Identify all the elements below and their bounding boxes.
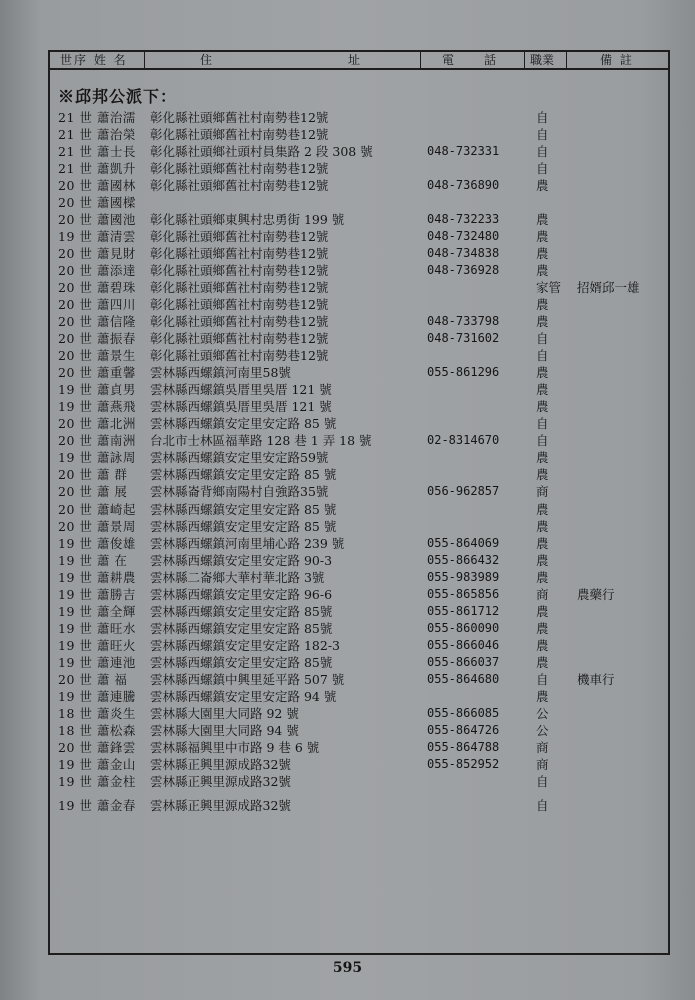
member-name: 20 世 蕭重馨 (58, 365, 136, 381)
member-phone: 048-736928 (427, 263, 500, 278)
member-occupation: 公 (536, 705, 549, 721)
list-item (0, 773, 695, 790)
member-phone: 055-866432 (427, 552, 500, 567)
list-item (0, 620, 695, 637)
member-occupation: 自 (536, 773, 549, 789)
member-name: 20 世 蕭 群 (58, 467, 128, 483)
list-item (0, 228, 695, 245)
member-occupation: 農 (536, 654, 549, 670)
list-item (0, 245, 695, 262)
member-address: 雲林縣西螺鎮吳厝里吳厝 121 號 (150, 382, 332, 398)
member-name: 19 世 蕭旺火 (58, 637, 136, 653)
list-item (0, 797, 695, 814)
header-address-a: 住 (200, 53, 215, 67)
member-occupation: 自 (536, 331, 549, 347)
member-address: 雲林縣正興里源成路32號 (150, 756, 291, 772)
member-occupation: 農 (536, 178, 549, 194)
member-address: 雲林縣西螺鎮河南里58號 (150, 365, 291, 381)
header-divider (566, 52, 567, 68)
list-item (0, 586, 695, 603)
header-divider (144, 52, 145, 68)
list-item (0, 552, 695, 569)
member-address: 雲林縣西螺鎮安定里安定路 85號 (150, 654, 333, 670)
member-name: 19 世 蕭詠周 (58, 450, 136, 466)
list-item (0, 671, 695, 688)
member-remarks: 招婿邱一雄 (577, 280, 640, 296)
member-name: 20 世 蕭崎起 (58, 501, 136, 517)
member-occupation: 農 (536, 365, 549, 381)
member-occupation: 自 (536, 416, 549, 432)
table-header (50, 52, 668, 70)
header-remarks: 備 註 (600, 53, 634, 67)
member-address: 彰化縣社頭鄉舊社村南勢巷12號 (150, 280, 329, 296)
list-item (0, 432, 695, 449)
list-item (0, 194, 695, 211)
member-address: 彰化縣社頭鄉舊社村南勢巷12號 (150, 127, 329, 142)
member-occupation: 農 (536, 501, 549, 517)
member-name: 20 世 蕭 展 (58, 484, 128, 500)
list-item (0, 211, 695, 228)
member-name: 19 世 蕭金柱 (58, 773, 136, 789)
member-address: 雲林縣西螺鎮安定里安定路 85 號 (150, 501, 337, 517)
member-address: 雲林縣西螺鎮安定里安定路59號 (150, 450, 329, 466)
member-phone: 056-962857 (427, 484, 500, 499)
header-address-b: 址 (348, 53, 363, 67)
list-item (0, 160, 695, 177)
member-address: 雲林縣崙背鄉南陽村自強路35號 (150, 484, 329, 500)
member-phone: 055-864680 (427, 671, 500, 686)
member-name: 21 世 蕭治濡 (58, 110, 136, 125)
member-name: 20 世 蕭信隆 (58, 314, 136, 330)
member-name: 19 世 蕭金山 (58, 756, 136, 772)
list-item (0, 313, 695, 330)
member-occupation: 農 (536, 450, 549, 466)
member-address: 雲林縣西螺鎮安定里安定路 90-3 (150, 552, 333, 568)
member-occupation: 農 (536, 297, 549, 313)
list-item (0, 501, 695, 518)
member-occupation: 自 (536, 110, 549, 125)
member-occupation: 農 (536, 620, 549, 636)
member-remarks: 農藥行 (577, 586, 615, 602)
member-name: 20 世 蕭國林 (58, 178, 136, 194)
member-name: 19 世 蕭燕飛 (58, 399, 136, 415)
member-occupation: 自 (536, 433, 549, 449)
member-address: 雲林縣西螺鎮安定里安定路 85 號 (150, 518, 337, 534)
member-occupation: 商 (536, 586, 549, 602)
member-phone: 055-861296 (427, 365, 500, 380)
member-phone: 055-865856 (427, 586, 500, 601)
list-item (0, 279, 695, 296)
member-name: 18 世 蕭松森 (58, 722, 136, 738)
member-phone: 055-864726 (427, 722, 500, 737)
member-occupation: 農 (536, 263, 549, 279)
member-name: 19 世 蕭連騰 (58, 688, 136, 704)
member-name: 21 世 蕭治榮 (58, 127, 136, 142)
member-name: 20 世 蕭國樑 (58, 195, 136, 211)
member-name: 20 世 蕭景周 (58, 518, 136, 534)
member-name: 20 世 蕭國池 (58, 212, 136, 228)
list-item (0, 296, 695, 313)
member-name: 19 世 蕭耕農 (58, 569, 136, 585)
list-item (0, 109, 695, 126)
member-address: 彰化縣社頭鄉社頭村員集路 2 段 308 號 (150, 144, 373, 159)
list-item (0, 535, 695, 552)
member-name: 19 世 蕭金春 (58, 797, 136, 813)
list-item (0, 722, 695, 739)
member-name: 20 世 蕭碧珠 (58, 280, 136, 296)
member-name: 20 世 蕭振春 (58, 331, 136, 347)
list-item (0, 347, 695, 364)
member-name: 20 世 蕭添達 (58, 263, 136, 279)
member-phone: 048-734838 (427, 246, 500, 261)
member-occupation: 農 (536, 637, 549, 653)
member-occupation: 自 (536, 348, 549, 364)
member-phone: 055-864788 (427, 739, 500, 754)
member-name: 20 世 蕭四川 (58, 297, 136, 313)
member-address: 彰化縣社頭鄉東興村忠勇街 199 號 (150, 212, 345, 228)
member-occupation: 商 (536, 739, 549, 755)
member-remarks: 機車行 (577, 671, 615, 687)
list-item (0, 756, 695, 773)
member-occupation: 自 (536, 797, 549, 813)
member-occupation: 農 (536, 535, 549, 551)
member-name: 20 世 蕭 福 (58, 671, 128, 687)
header-phone-b: 話 (484, 53, 499, 67)
member-address: 雲林縣西螺鎮安定里安定路 85號 (150, 620, 333, 636)
member-phone: 055-852952 (427, 756, 500, 771)
header-divider (420, 52, 421, 68)
member-phone: 048-732480 (427, 229, 500, 244)
header-generation-name: 世序 姓 名 (60, 53, 128, 67)
list-item (0, 126, 695, 143)
list-item (0, 364, 695, 381)
list-item (0, 739, 695, 756)
member-occupation: 農 (536, 569, 549, 585)
member-phone: 048-736890 (427, 178, 500, 193)
member-occupation: 自 (536, 144, 549, 159)
member-address: 彰化縣社頭鄉舊社村南勢巷12號 (150, 161, 329, 177)
member-address: 彰化縣社頭鄉舊社村南勢巷12號 (150, 246, 329, 262)
list-item (0, 518, 695, 535)
member-address: 雲林縣西螺鎮安定里安定路 96-6 (150, 586, 333, 602)
member-address: 彰化縣社頭鄉舊社村南勢巷12號 (150, 178, 329, 194)
member-address: 雲林縣大園里大同路 92 號 (150, 705, 299, 721)
member-name: 19 世 蕭貞男 (58, 382, 136, 398)
list-item (0, 381, 695, 398)
section-title: ※邱邦公派下： (58, 87, 178, 106)
member-phone: 048-733798 (427, 314, 500, 329)
header-phone-a: 電 (442, 53, 457, 67)
header-occupation: 職業 (530, 53, 555, 67)
member-occupation: 農 (536, 212, 549, 228)
member-name: 20 世 蕭景生 (58, 348, 136, 364)
member-address: 彰化縣社頭鄉舊社村南勢巷12號 (150, 314, 329, 330)
list-item (0, 330, 695, 347)
list-item (0, 415, 695, 432)
header-divider (524, 52, 525, 68)
member-address: 雲林縣西螺鎮安定里安定路 94 號 (150, 688, 337, 704)
member-phone: 048-732331 (427, 144, 500, 158)
member-name: 19 世 蕭清雲 (58, 229, 136, 245)
member-occupation: 商 (536, 756, 549, 772)
member-address: 雲林縣福興里中市路 9 巷 6 號 (150, 739, 320, 755)
member-address: 雲林縣西螺鎮中興里延平路 507 號 (150, 671, 345, 687)
member-address: 雲林縣西螺鎮安定里安定路 85號 (150, 603, 333, 619)
member-occupation: 自 (536, 127, 549, 142)
member-name: 19 世 蕭俊雄 (58, 535, 136, 551)
member-address: 雲林縣大園里大同路 94 號 (150, 722, 299, 738)
member-phone: 055-861712 (427, 603, 500, 618)
list-item (0, 398, 695, 415)
member-address: 彰化縣社頭鄉舊社村南勢巷12號 (150, 297, 329, 313)
list-item (0, 603, 695, 620)
member-occupation: 自 (536, 161, 549, 177)
list-item (0, 705, 695, 722)
member-address: 雲林縣正興里源成路32號 (150, 773, 291, 789)
list-item (0, 466, 695, 483)
member-occupation: 農 (536, 399, 549, 415)
member-address: 彰化縣社頭鄉舊社村南勢巷12號 (150, 263, 329, 279)
list-item (0, 177, 695, 194)
member-phone: 055-866085 (427, 705, 500, 720)
list-item (0, 483, 695, 500)
member-occupation: 自 (536, 671, 549, 687)
member-phone: 055-866037 (427, 654, 500, 669)
member-name: 19 世 蕭旺水 (58, 620, 136, 636)
list-item (0, 569, 695, 586)
page-number: 595 (332, 960, 363, 976)
member-phone: 055-864069 (427, 535, 500, 550)
member-name: 19 世 蕭全輝 (58, 603, 136, 619)
member-name: 18 世 蕭炎生 (58, 705, 136, 721)
member-address: 雲林縣西螺鎮安定里安定路 182-3 (150, 637, 341, 653)
member-name: 21 世 蕭士長 (58, 144, 136, 159)
member-name: 19 世 蕭 在 (58, 552, 128, 568)
member-name: 20 世 蕭鋒雲 (58, 739, 136, 755)
member-occupation: 農 (536, 382, 549, 398)
member-occupation: 農 (536, 246, 549, 262)
member-address: 彰化縣社頭鄉舊社村南勢巷12號 (150, 331, 329, 347)
member-occupation: 農 (536, 229, 549, 245)
member-address: 彰化縣社頭鄉舊社村南勢巷12號 (150, 348, 329, 364)
member-occupation: 農 (536, 552, 549, 568)
member-phone: 02-8314670 (427, 433, 500, 448)
list-item (0, 143, 695, 160)
member-phone: 055-983989 (427, 569, 500, 584)
member-name: 19 世 蕭勝吉 (58, 586, 136, 602)
member-occupation: 農 (536, 467, 549, 483)
member-occupation: 公 (536, 722, 549, 738)
member-address: 雲林縣西螺鎮河南里埔心路 239 號 (150, 535, 345, 551)
member-address: 雲林縣西螺鎮安定里安定路 85 號 (150, 416, 337, 432)
list-item (0, 449, 695, 466)
list-item (0, 262, 695, 279)
member-occupation: 家管 (536, 280, 562, 296)
member-name: 20 世 蕭見財 (58, 246, 136, 262)
member-occupation: 農 (536, 314, 549, 330)
member-address: 台北市士林區福華路 128 巷 1 弄 18 號 (150, 433, 372, 449)
member-phone: 048-732233 (427, 212, 500, 227)
member-name: 20 世 蕭南洲 (58, 433, 136, 449)
member-address: 雲林縣二崙鄉大華村華北路 3號 (150, 569, 325, 585)
member-name: 19 世 蕭連池 (58, 654, 136, 670)
member-address: 雲林縣西螺鎮吳厝里吳厝 121 號 (150, 399, 332, 415)
member-name: 21 世 蕭凱升 (58, 161, 136, 177)
member-name: 20 世 蕭北洲 (58, 416, 136, 432)
member-address: 雲林縣西螺鎮安定里安定路 85 號 (150, 467, 337, 483)
member-occupation: 商 (536, 484, 549, 500)
list-item (0, 637, 695, 654)
member-address: 雲林縣正興里源成路32號 (150, 797, 291, 813)
member-address: 彰化縣社頭鄉舊社村南勢巷12號 (150, 229, 329, 245)
list-item (0, 688, 695, 705)
list-item (0, 654, 695, 671)
member-occupation: 農 (536, 518, 549, 534)
member-occupation: 農 (536, 688, 549, 704)
member-phone: 055-860090 (427, 620, 500, 635)
member-phone: 055-866046 (427, 637, 500, 652)
member-phone: 048-731602 (427, 331, 500, 346)
member-occupation: 農 (536, 603, 549, 619)
member-address: 彰化縣社頭鄉舊社村南勢巷12號 (150, 110, 329, 125)
